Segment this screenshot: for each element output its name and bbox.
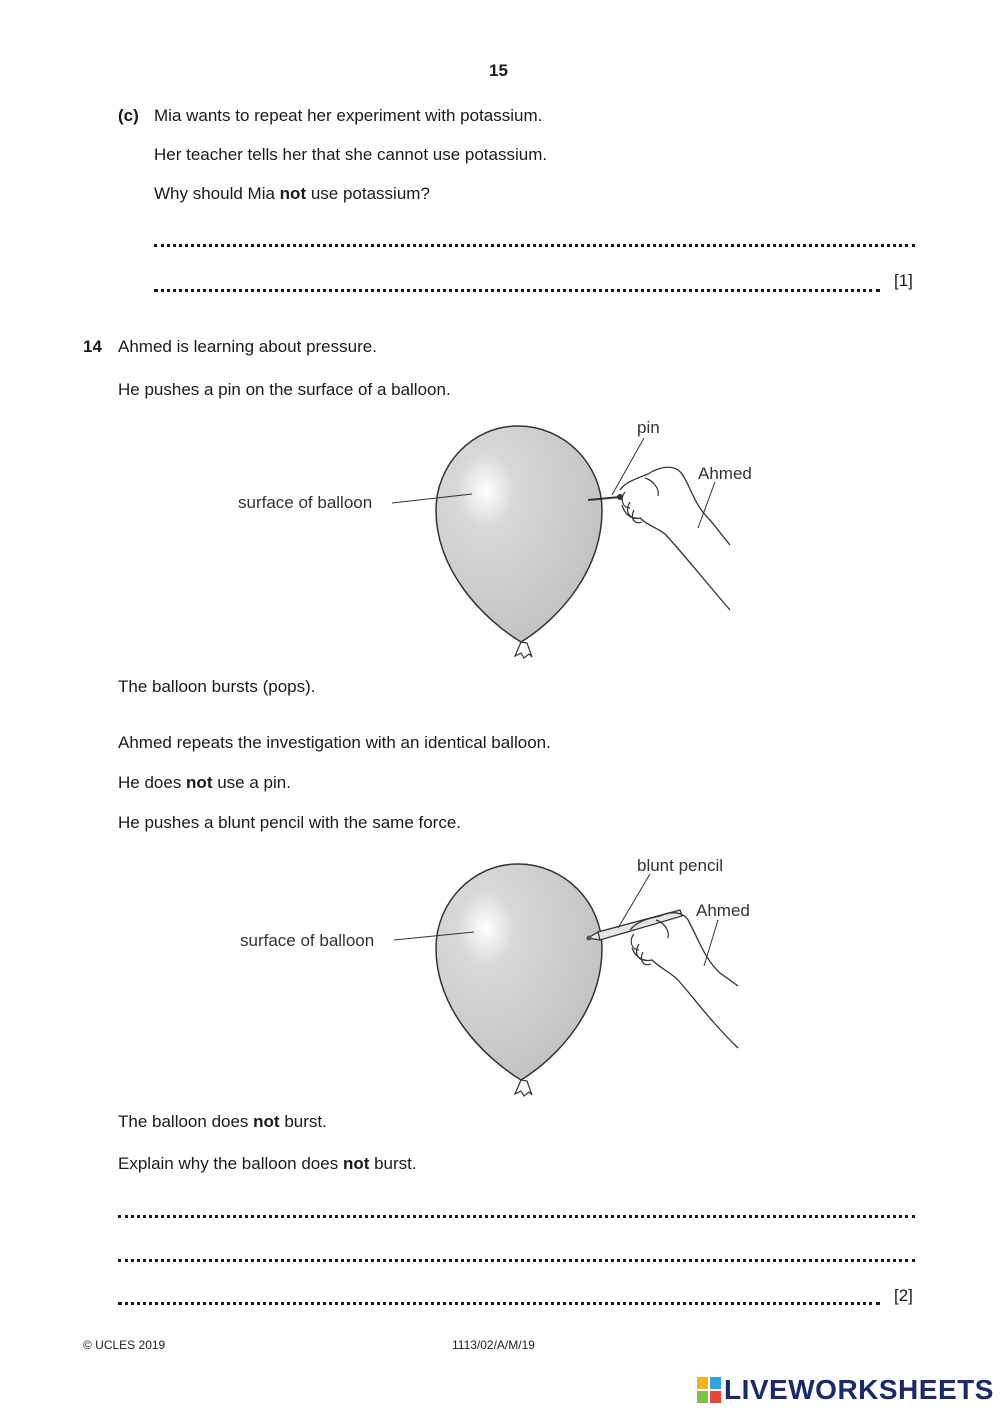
balloon-pencil-diagram [220,848,760,1103]
balloon-1 [436,426,602,658]
part-c-line1: Mia wants to repeat her experiment with potassium. [154,106,543,125]
answer-line-c2[interactable] [154,289,880,292]
balloon-2 [436,864,602,1096]
answer-line-14c[interactable] [118,1302,880,1305]
q14-noburst [118,1112,327,1132]
part-c-label: (c) [118,106,139,125]
label-pencil: blunt pencil [637,856,724,875]
q14-number: 14 [83,337,102,356]
answer-line-14b[interactable] [118,1259,915,1262]
q14-explain [118,1154,417,1174]
q14-noburst-post: burst. [279,1112,327,1131]
footer-copyright: © UCLES 2019 [83,1338,166,1352]
liveworksheets-logo-icon [697,1377,721,1403]
q14-explain-bold: not [342,1154,370,1173]
part-c-question [154,184,430,204]
q14-nopin [118,773,291,793]
leader-ahmed-1 [698,482,715,528]
q14-explain-pre: Explain why the balloon does [118,1154,343,1173]
label-surface-1: surface of balloon [238,493,373,512]
q14-nopin-bold: not [186,773,213,792]
q14-explain-post: burst. [369,1154,417,1173]
q14-line2: He pushes a pin on the surface of a balloon. [118,380,451,399]
label-pin: pin [637,418,660,437]
part-c-q-post: use potassium? [306,184,430,203]
label-ahmed-1: Ahmed [698,464,752,483]
leader-pin [612,438,644,495]
q14-pencil: He pushes a blunt pencil with the same force. [118,813,462,832]
answer-line-c1[interactable] [154,244,915,247]
q14-noburst-bold: not [253,1112,280,1131]
answer-line-14a[interactable] [118,1215,915,1218]
liveworksheets-logo[interactable] [697,1374,994,1406]
part-c-q-pre: Why should Mia [154,184,280,203]
part-c-line2: Her teacher tells her that she cannot use potassium. [154,145,548,164]
part-c-q-bold: not [279,184,307,203]
part-c-marks: [1] [894,271,913,290]
label-ahmed-2: Ahmed [696,901,750,920]
label-surface-2: surface of balloon [240,931,375,950]
q14-repeat: Ahmed repeats the investigation with an identical balloon. [118,733,551,752]
balloon-pin-diagram [220,410,760,665]
q14-nopin-pre: He does [118,773,187,792]
page-number: 15 [489,61,508,80]
q14-nopin-post: use a pin. [212,773,291,792]
q14-marks: [2] [894,1286,913,1305]
liveworksheets-logo-text: LIVEWORKSHEETS [724,1374,994,1405]
leader-ahmed-2 [704,920,718,966]
footer-code: 1113/02/A/M/19 [452,1338,535,1352]
q14-noburst-pre: The balloon does [118,1112,254,1131]
hand-1-icon [620,467,730,610]
q14-intro: Ahmed is learning about pressure. [118,337,377,356]
q14-bursts: The balloon bursts (pops). [118,677,316,696]
hand-2-icon [630,913,738,1048]
